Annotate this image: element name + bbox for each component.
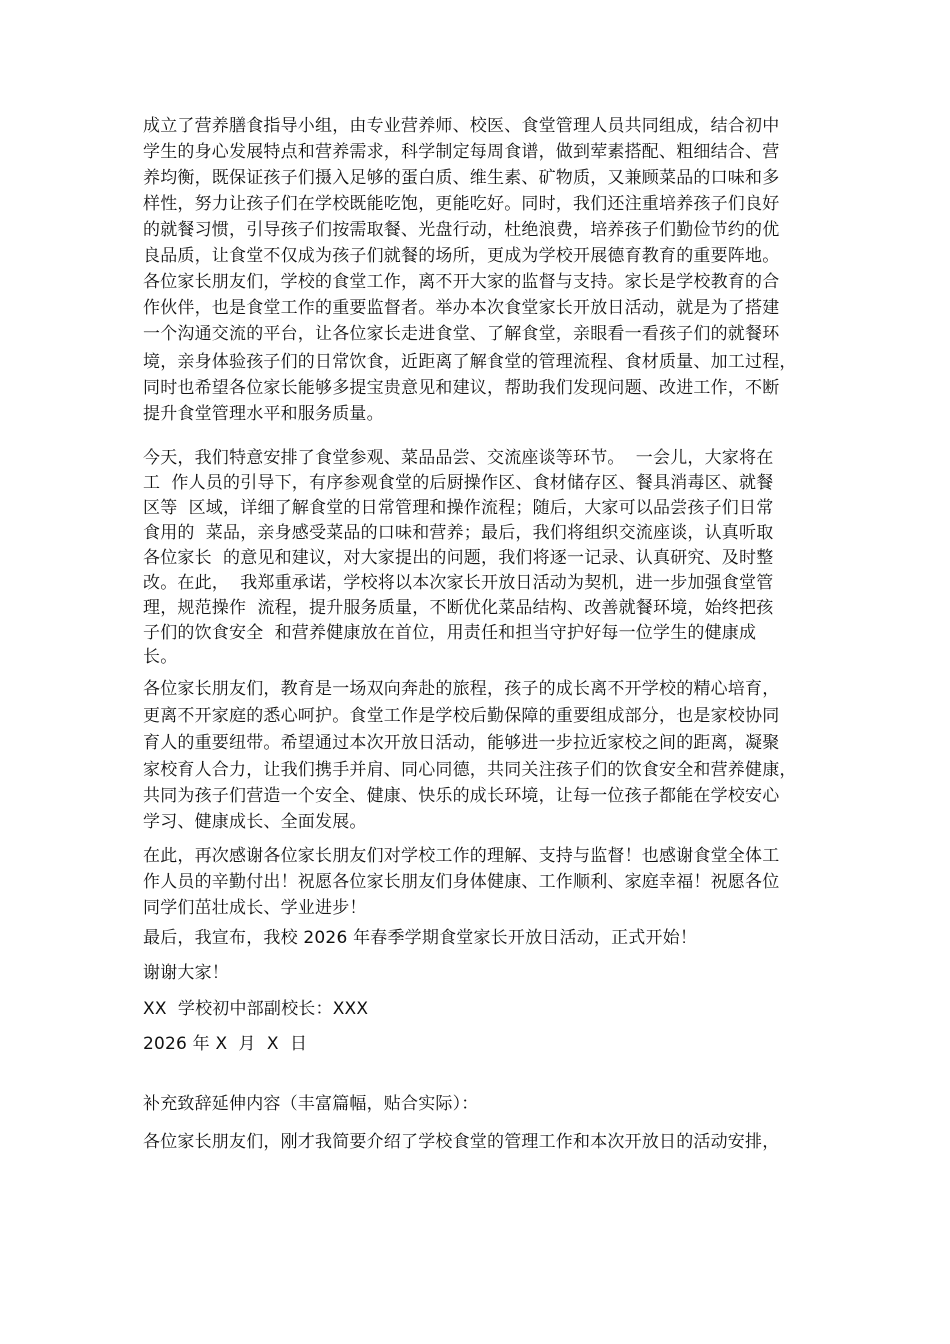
text-line: 样性，努力让孩子们在学校既能吃饱，更能吃好。同时，我们还注重培养孩子们良好 — [143, 194, 780, 214]
text-line: 一个沟通交流的平台，让各位家长走进食堂、了解食堂，亲眼看一看孩子们的就餐环 — [143, 324, 780, 344]
text-line: 同学们茁壮成长、学业进步！ — [143, 898, 367, 918]
text-line: 改。在此， 我郑重承诺，学校将以本次家长开放日活动为契机，进一步加强食堂管 — [143, 573, 774, 593]
text-line: 子们的饮食安全 和营养健康放在首位，用责任和担当守护好每一位学生的健康成 — [143, 623, 757, 643]
text-line: 食用的 菜品，亲身感受菜品的口味和营养；最后，我们将组织交流座谈，认真听取 — [143, 523, 774, 543]
text-line: 同时也希望各位家长能够多提宝贵意见和建议，帮助我们发现问题、改进工作，不断 — [143, 378, 780, 398]
announcement-line: 最后，我宣布，我校 2026 年春季学期食堂家长开放日活动，正式开始！ — [143, 928, 698, 948]
text-line: 家校育人合力，让我们携手并肩、同心同德，共同关注孩子们的饮食安全和营养健康， — [143, 760, 797, 780]
text-line: 作人员的辛勤付出！祝愿各位家长朋友们身体健康、工作顺利、家庭幸福！祝愿各位 — [143, 872, 780, 892]
text-line: 今天，我们特意安排了食堂参观、菜品品尝、交流座谈等环节。 一会儿，大家将在 — [143, 448, 774, 468]
thanks-line: 谢谢大家！ — [143, 963, 229, 983]
text-line: 各位家长朋友们，刚才我简要介绍了学校食堂的管理工作和本次开放日的活动安排， — [143, 1132, 780, 1152]
text-line: 的就餐习惯，引导孩子们按需取餐、光盘行动，杜绝浪费，培养孩子们勤俭节约的优 — [143, 220, 780, 240]
text-line: 共同为孩子们营造一个安全、健康、快乐的成长环境，让每一位孩子都能在学校安心 — [143, 786, 780, 806]
supplement-heading: 补充致辞延伸内容（丰富篇幅，贴合实际）： — [143, 1094, 479, 1114]
text-line: 长。 — [143, 647, 178, 667]
text-line: 区等 区域，详细了解食堂的日常管理和操作流程；随后，大家可以品尝孩子们日常 — [143, 498, 774, 518]
signature-line: XX 学校初中部副校长：XXX — [143, 999, 369, 1019]
text-line: 工 作人员的引导下，有序参观食堂的后厨操作区、食材储存区、餐具消毒区、就餐 — [143, 473, 774, 493]
text-line: 作伙伴，也是食堂工作的重要监督者。举办本次食堂家长开放日活动，就是为了搭建 — [143, 298, 780, 318]
text-line: 成立了营养膳食指导小组，由专业营养师、校医、食堂管理人员共同组成，结合初中 — [143, 116, 780, 136]
text-line: 良品质，让食堂不仅成为孩子们就餐的场所，更成为学校开展德育教育的重要阵地。 — [143, 246, 780, 266]
text-line: 各位家长 的意见和建议，对大家提出的问题，我们将逐一记录、认真研究、及时整 — [143, 548, 774, 568]
text-line: 学生的身心发展特点和营养需求，科学制定每周食谱，做到荤素搭配、粗细结合、营 — [143, 142, 780, 162]
text-line: 养均衡，既保证孩子们摄入足够的蛋白质、维生素、矿物质，又兼顾菜品的口味和多 — [143, 168, 780, 188]
text-line: 学习、健康成长、全面发展。 — [143, 812, 367, 832]
date-line: 2026 年 X 月 X 日 — [143, 1034, 308, 1054]
text-line: 提升食堂管理水平和服务质量。 — [143, 404, 384, 424]
text-line: 在此，再次感谢各位家长朋友们对学校工作的理解、支持与监督！也感谢食堂全体工 — [143, 846, 780, 866]
text-line: 各位家长朋友们，教育是一场双向奔赴的旅程，孩子的成长离不开学校的精心培育， — [143, 679, 780, 699]
text-line: 育人的重要纽带。希望通过本次开放日活动，能够进一步拉近家校之间的距离，凝聚 — [143, 733, 780, 753]
text-line: 各位家长朋友们，学校的食堂工作，离不开大家的监督与支持。家长是学校教育的合 — [143, 272, 780, 292]
text-line: 理，规范操作 流程，提升服务质量，不断优化菜品结构、改善就餐环境，始终把孩 — [143, 598, 774, 618]
text-line: 境，亲身体验孩子们的日常饮食，近距离了解食堂的管理流程、食材质量、加工过程， — [143, 352, 797, 372]
text-line: 更离不开家庭的悉心呵护。食堂工作是学校后勤保障的重要组成部分，也是家校协同 — [143, 706, 780, 726]
